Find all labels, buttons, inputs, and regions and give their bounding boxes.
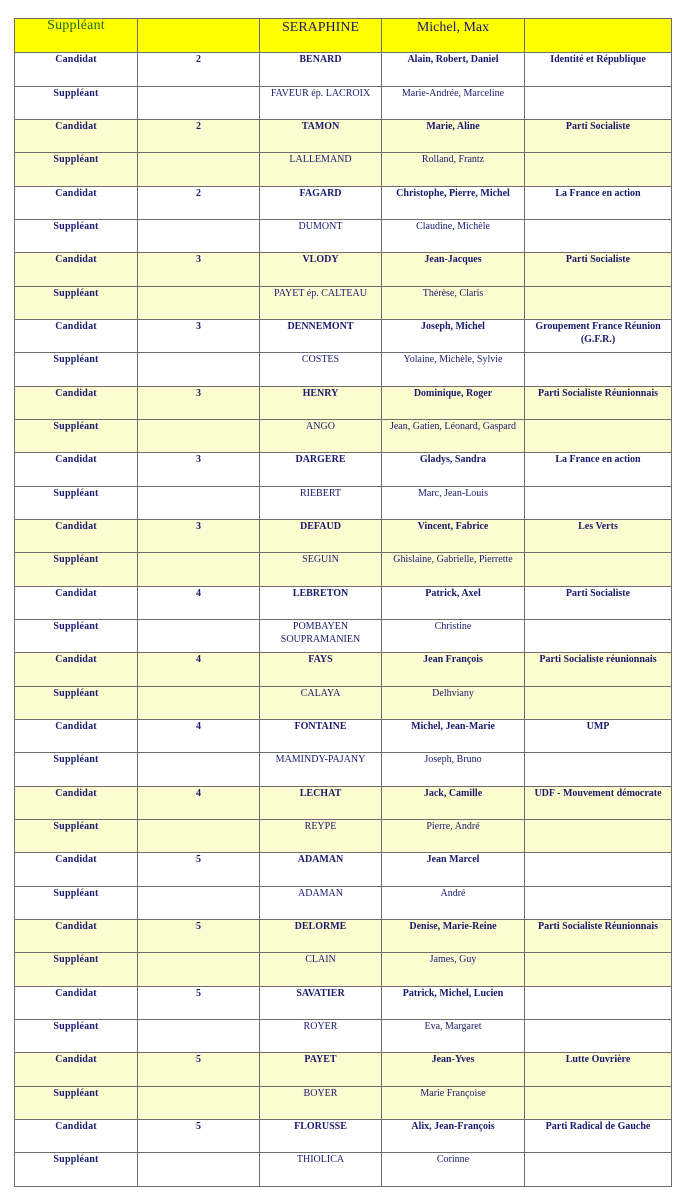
nom-cell: LEBRETON	[260, 587, 382, 620]
role-cell: Suppléant	[15, 620, 138, 653]
circonscription-cell	[138, 887, 260, 920]
circonscription-cell: 4	[138, 787, 260, 820]
candidate-row	[15, 53, 672, 87]
parti-cell: UMP	[525, 720, 672, 753]
substitute-row	[15, 220, 672, 253]
role-cell: Suppléant	[15, 153, 138, 187]
prenoms-cell: Patrick, Axel	[382, 587, 525, 620]
parti-cell	[525, 987, 672, 1020]
prenoms-cell: Dominique, Roger	[382, 387, 525, 420]
candidate-row	[15, 1053, 672, 1087]
nom-cell: ANGO	[260, 420, 382, 453]
substitute-row	[15, 553, 672, 587]
circonscription-cell: 4	[138, 720, 260, 753]
nom-cell: LECHAT	[260, 787, 382, 820]
circonscription-cell	[138, 420, 260, 453]
parti-cell: Les Verts	[525, 520, 672, 553]
prenoms-cell: Joseph, Bruno	[382, 753, 525, 787]
prenoms-cell: Marie Françoise	[382, 1087, 525, 1120]
parti-cell	[525, 1153, 672, 1187]
prenoms-cell: Ghislaine, Gabrielle, Pierrette	[382, 553, 525, 587]
nom-cell: VLODY	[260, 253, 382, 287]
nom-cell: CALAYA	[260, 687, 382, 720]
candidate-row	[15, 653, 672, 687]
role-cell: Candidat	[15, 987, 138, 1020]
prenoms-cell: Jean Marcel	[382, 853, 525, 887]
parti-cell	[525, 687, 672, 720]
circonscription-cell: 4	[138, 653, 260, 687]
prenoms-cell: Jack, Camille	[382, 787, 525, 820]
circonscription-cell	[138, 87, 260, 120]
circonscription-cell	[138, 953, 260, 987]
parti-cell: Parti Socialiste Réunionnais	[525, 387, 672, 420]
circonscription-cell: 3	[138, 520, 260, 553]
circonscription-cell: 2	[138, 53, 260, 87]
parti-cell	[525, 87, 672, 120]
circonscription-cell: 3	[138, 453, 260, 487]
nom-cell: ADAMAN	[260, 887, 382, 920]
prenoms-cell: Rolland, Frantz	[382, 153, 525, 187]
nom-cell: SAVATIER	[260, 987, 382, 1020]
nom-cell: PAYET	[260, 1053, 382, 1087]
role-cell: Suppléant	[15, 953, 138, 987]
role-cell: Suppléant	[15, 1087, 138, 1120]
nom-cell: COSTES	[260, 353, 382, 387]
role-cell: Suppléant	[15, 1153, 138, 1187]
role-cell: Suppléant	[15, 887, 138, 920]
prenoms-cell: Claudine, Michèle	[382, 220, 525, 253]
circonscription-cell	[138, 220, 260, 253]
parti-cell: Parti Socialiste réunionnais	[525, 653, 672, 687]
candidate-row	[15, 520, 672, 553]
parti-cell: Lutte Ouvrière	[525, 1053, 672, 1087]
header-role-cell: Suppléant	[15, 19, 138, 53]
role-cell: Candidat	[15, 387, 138, 420]
circonscription-cell	[138, 1020, 260, 1053]
substitute-row	[15, 1153, 672, 1187]
prenoms-cell: André	[382, 887, 525, 920]
prenoms-cell: Marc, Jean-Louis	[382, 487, 525, 520]
circonscription-cell	[138, 153, 260, 187]
prenoms-cell: Jean-Yves	[382, 1053, 525, 1087]
nom-cell: CLAIN	[260, 953, 382, 987]
role-cell: Candidat	[15, 253, 138, 287]
role-cell: Candidat	[15, 853, 138, 887]
substitute-row	[15, 1020, 672, 1053]
nom-cell: LALLEMAND	[260, 153, 382, 187]
parti-cell	[525, 753, 672, 787]
role-cell: Candidat	[15, 653, 138, 687]
nom-cell: BENARD	[260, 53, 382, 87]
prenoms-cell: Alain, Robert, Daniel	[382, 53, 525, 87]
role-cell: Suppléant	[15, 553, 138, 587]
nom-cell: MAMINDY-PAJANY	[260, 753, 382, 787]
substitute-row	[15, 420, 672, 453]
circonscription-cell	[138, 1087, 260, 1120]
nom-cell: REYPE	[260, 820, 382, 853]
candidate-row	[15, 720, 672, 753]
role-cell: Candidat	[15, 1120, 138, 1153]
header-circ-cell	[138, 19, 260, 53]
nom-cell: POMBAYEN SOUPRAMANIEN	[260, 620, 382, 653]
role-cell: Suppléant	[15, 687, 138, 720]
circonscription-cell	[138, 553, 260, 587]
circonscription-cell: 3	[138, 320, 260, 353]
candidates-table	[14, 18, 672, 1187]
circonscription-cell	[138, 620, 260, 653]
parti-cell: Groupement France Réunion (G.F.R.)	[525, 320, 672, 353]
circonscription-cell: 5	[138, 853, 260, 887]
parti-cell: Parti Socialiste	[525, 253, 672, 287]
parti-cell	[525, 887, 672, 920]
prenoms-cell: Delhviany	[382, 687, 525, 720]
candidate-row	[15, 120, 672, 153]
parti-cell	[525, 153, 672, 187]
circonscription-cell: 5	[138, 1120, 260, 1153]
parti-cell: Parti Socialiste Réunionnais	[525, 920, 672, 953]
prenoms-cell: Jean, Gatien, Léonard, Gaspard	[382, 420, 525, 453]
role-cell: Candidat	[15, 720, 138, 753]
substitute-row	[15, 87, 672, 120]
nom-cell: FAYS	[260, 653, 382, 687]
parti-cell	[525, 353, 672, 387]
parti-cell: Parti Socialiste	[525, 120, 672, 153]
role-cell: Suppléant	[15, 753, 138, 787]
role-cell: Candidat	[15, 53, 138, 87]
candidate-row	[15, 853, 672, 887]
substitute-row	[15, 353, 672, 387]
substitute-row	[15, 687, 672, 720]
circonscription-cell: 3	[138, 387, 260, 420]
prenoms-cell: Christophe, Pierre, Michel	[382, 187, 525, 220]
nom-cell: SEGUIN	[260, 553, 382, 587]
candidate-row	[15, 787, 672, 820]
substitute-row	[15, 887, 672, 920]
role-cell: Candidat	[15, 520, 138, 553]
candidate-row	[15, 987, 672, 1020]
parti-cell: Parti Radical de Gauche	[525, 1120, 672, 1153]
candidate-row	[15, 387, 672, 420]
prenoms-cell: Eva, Margaret	[382, 1020, 525, 1053]
parti-cell	[525, 620, 672, 653]
nom-cell: DARGERE	[260, 453, 382, 487]
nom-cell: BOYER	[260, 1087, 382, 1120]
candidate-row	[15, 1120, 672, 1153]
role-cell: Candidat	[15, 320, 138, 353]
parti-cell	[525, 853, 672, 887]
candidate-row	[15, 453, 672, 487]
substitute-row	[15, 487, 672, 520]
substitute-row	[15, 753, 672, 787]
role-cell: Candidat	[15, 787, 138, 820]
header-parti-cell	[525, 19, 672, 53]
substitute-row	[15, 287, 672, 320]
nom-cell: ADAMAN	[260, 853, 382, 887]
role-cell: Suppléant	[15, 353, 138, 387]
circonscription-cell	[138, 353, 260, 387]
nom-cell: PAYET ép. CALTEAU	[260, 287, 382, 320]
nom-cell: ROYER	[260, 1020, 382, 1053]
nom-cell: DUMONT	[260, 220, 382, 253]
parti-cell: La France en action	[525, 453, 672, 487]
parti-cell	[525, 487, 672, 520]
role-cell: Candidat	[15, 453, 138, 487]
candidate-row	[15, 920, 672, 953]
role-cell: Suppléant	[15, 220, 138, 253]
role-cell: Suppléant	[15, 1020, 138, 1053]
nom-cell: HENRY	[260, 387, 382, 420]
parti-cell	[525, 287, 672, 320]
prenoms-cell: Marie-Andrée, Marceline	[382, 87, 525, 120]
candidate-row	[15, 187, 672, 220]
prenoms-cell: Joseph, Michel	[382, 320, 525, 353]
parti-cell: UDF - Mouvement démocrate	[525, 787, 672, 820]
parti-cell	[525, 553, 672, 587]
parti-cell	[525, 820, 672, 853]
nom-cell: DENNEMONT	[260, 320, 382, 353]
prenoms-cell: Marie, Aline	[382, 120, 525, 153]
substitute-row	[15, 953, 672, 987]
prenoms-cell: Jean François	[382, 653, 525, 687]
table-header-row	[15, 19, 672, 53]
nom-cell: DEFAUD	[260, 520, 382, 553]
prenoms-cell: Denise, Marie-Reine	[382, 920, 525, 953]
circonscription-cell: 5	[138, 1053, 260, 1087]
circonscription-cell	[138, 287, 260, 320]
circonscription-cell	[138, 687, 260, 720]
parti-cell	[525, 953, 672, 987]
header-prenoms-cell: Michel, Max	[382, 19, 525, 53]
circonscription-cell: 5	[138, 920, 260, 953]
prenoms-cell: Alix, Jean-François	[382, 1120, 525, 1153]
substitute-row	[15, 153, 672, 187]
prenoms-cell: Corinne	[382, 1153, 525, 1187]
parti-cell	[525, 1020, 672, 1053]
circonscription-cell	[138, 487, 260, 520]
prenoms-cell: Christine	[382, 620, 525, 653]
prenoms-cell: Pierre, André	[382, 820, 525, 853]
prenoms-cell: Vincent, Fabrice	[382, 520, 525, 553]
nom-cell: RIEBERT	[260, 487, 382, 520]
substitute-row	[15, 1087, 672, 1120]
circonscription-cell: 2	[138, 120, 260, 153]
role-cell: Suppléant	[15, 87, 138, 120]
prenoms-cell: Michel, Jean-Marie	[382, 720, 525, 753]
role-cell: Candidat	[15, 120, 138, 153]
candidate-row	[15, 587, 672, 620]
substitute-row	[15, 820, 672, 853]
role-cell: Candidat	[15, 920, 138, 953]
candidate-row	[15, 320, 672, 353]
prenoms-cell: Gladys, Sandra	[382, 453, 525, 487]
role-cell: Suppléant	[15, 287, 138, 320]
candidates-table-body	[15, 19, 672, 1187]
candidate-row	[15, 253, 672, 287]
prenoms-cell: Patrick, Michel, Lucien	[382, 987, 525, 1020]
parti-cell	[525, 420, 672, 453]
circonscription-cell	[138, 753, 260, 787]
role-cell: Candidat	[15, 187, 138, 220]
circonscription-cell: 3	[138, 253, 260, 287]
parti-cell: La France en action	[525, 187, 672, 220]
circonscription-cell: 5	[138, 987, 260, 1020]
circonscription-cell: 2	[138, 187, 260, 220]
role-cell: Candidat	[15, 587, 138, 620]
nom-cell: FLORUSSE	[260, 1120, 382, 1153]
nom-cell: TAMON	[260, 120, 382, 153]
parti-cell	[525, 1087, 672, 1120]
role-cell: Suppléant	[15, 420, 138, 453]
prenoms-cell: Thérèse, Claris	[382, 287, 525, 320]
header-nom-cell: SERAPHINE	[260, 19, 382, 53]
prenoms-cell: Jean-Jacques	[382, 253, 525, 287]
nom-cell: THIOLICA	[260, 1153, 382, 1187]
role-cell: Suppléant	[15, 487, 138, 520]
nom-cell: DELORME	[260, 920, 382, 953]
nom-cell: FONTAINE	[260, 720, 382, 753]
circonscription-cell	[138, 820, 260, 853]
prenoms-cell: Yolaine, Michèle, Sylvie	[382, 353, 525, 387]
nom-cell: FAVEUR ép. LACROIX	[260, 87, 382, 120]
parti-cell: Identité et République	[525, 53, 672, 87]
circonscription-cell: 4	[138, 587, 260, 620]
role-cell: Candidat	[15, 1053, 138, 1087]
parti-cell	[525, 220, 672, 253]
parti-cell: Parti Socialiste	[525, 587, 672, 620]
role-cell: Suppléant	[15, 820, 138, 853]
prenoms-cell: James, Guy	[382, 953, 525, 987]
circonscription-cell	[138, 1153, 260, 1187]
nom-cell: FAGARD	[260, 187, 382, 220]
substitute-row	[15, 620, 672, 653]
